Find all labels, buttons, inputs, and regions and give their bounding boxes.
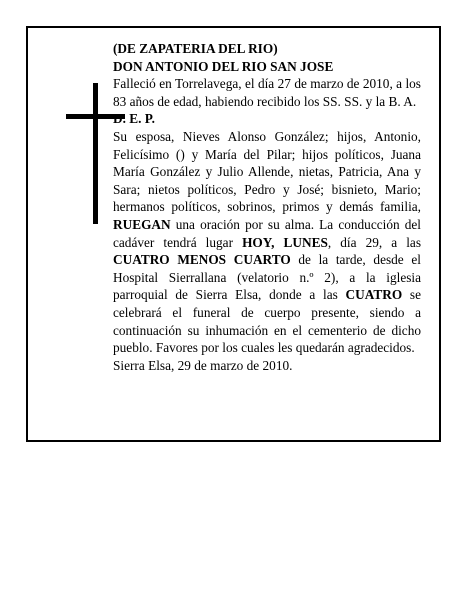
family-paragraph [113,128,421,357]
hoy-lunes-text: HOY, LUNES [242,234,328,250]
hora-text: CUATRO MENOS CUARTO [113,252,291,268]
deceased-name: DON ANTONIO DEL RIO SAN JOSE [113,58,334,74]
death-statement: Falleció en Torrelavega, el día 27 de marzo de 2010, a los 83 años de edad, habiendo recibido los SS. SS. y la B. A. [113,76,421,109]
notice-body [113,40,421,374]
after-hora-text: de la tarde, desde el Hospital Sierrallana (velatorio n.º 2), a la iglesia parroquial de Sierra Elsa, donde a las [113,252,421,303]
cross-icon [93,83,98,224]
dep-label: D. E. P. [113,111,155,127]
after-hoy-text: , día 29, a las [327,234,421,250]
family-heading: (DE ZAPATERIA DEL RIO) [113,41,278,56]
ruegan-text: RUEGAN [113,216,171,232]
family-members-text: Su esposa, Nieves Alonso González; hijos, Antonio, Felicísimo () y María del Pilar; hijos políticos, Juana María González y Julio Allende, nietas, Patricia, Ana y Sara; nietos políticos, Pedro y José; bisnieto, Mario; hermanos políticos, sobrinos, primos y demás familia, [113,128,421,215]
cuatro-text: CUATRO [345,287,403,303]
after-ruegan-text: una oración por su alma. La conducción del cadáver tendrá lugar [113,216,421,250]
closing-text: se celebrará el funeral de cuerpo presente, siendo a continuación su inhumación en el cementerio de dicho pueblo. Favores por los cuales les quedarán agradecidos. [113,287,421,356]
place-date: Sierra Elsa, 29 de marzo de 2010. [113,357,293,373]
